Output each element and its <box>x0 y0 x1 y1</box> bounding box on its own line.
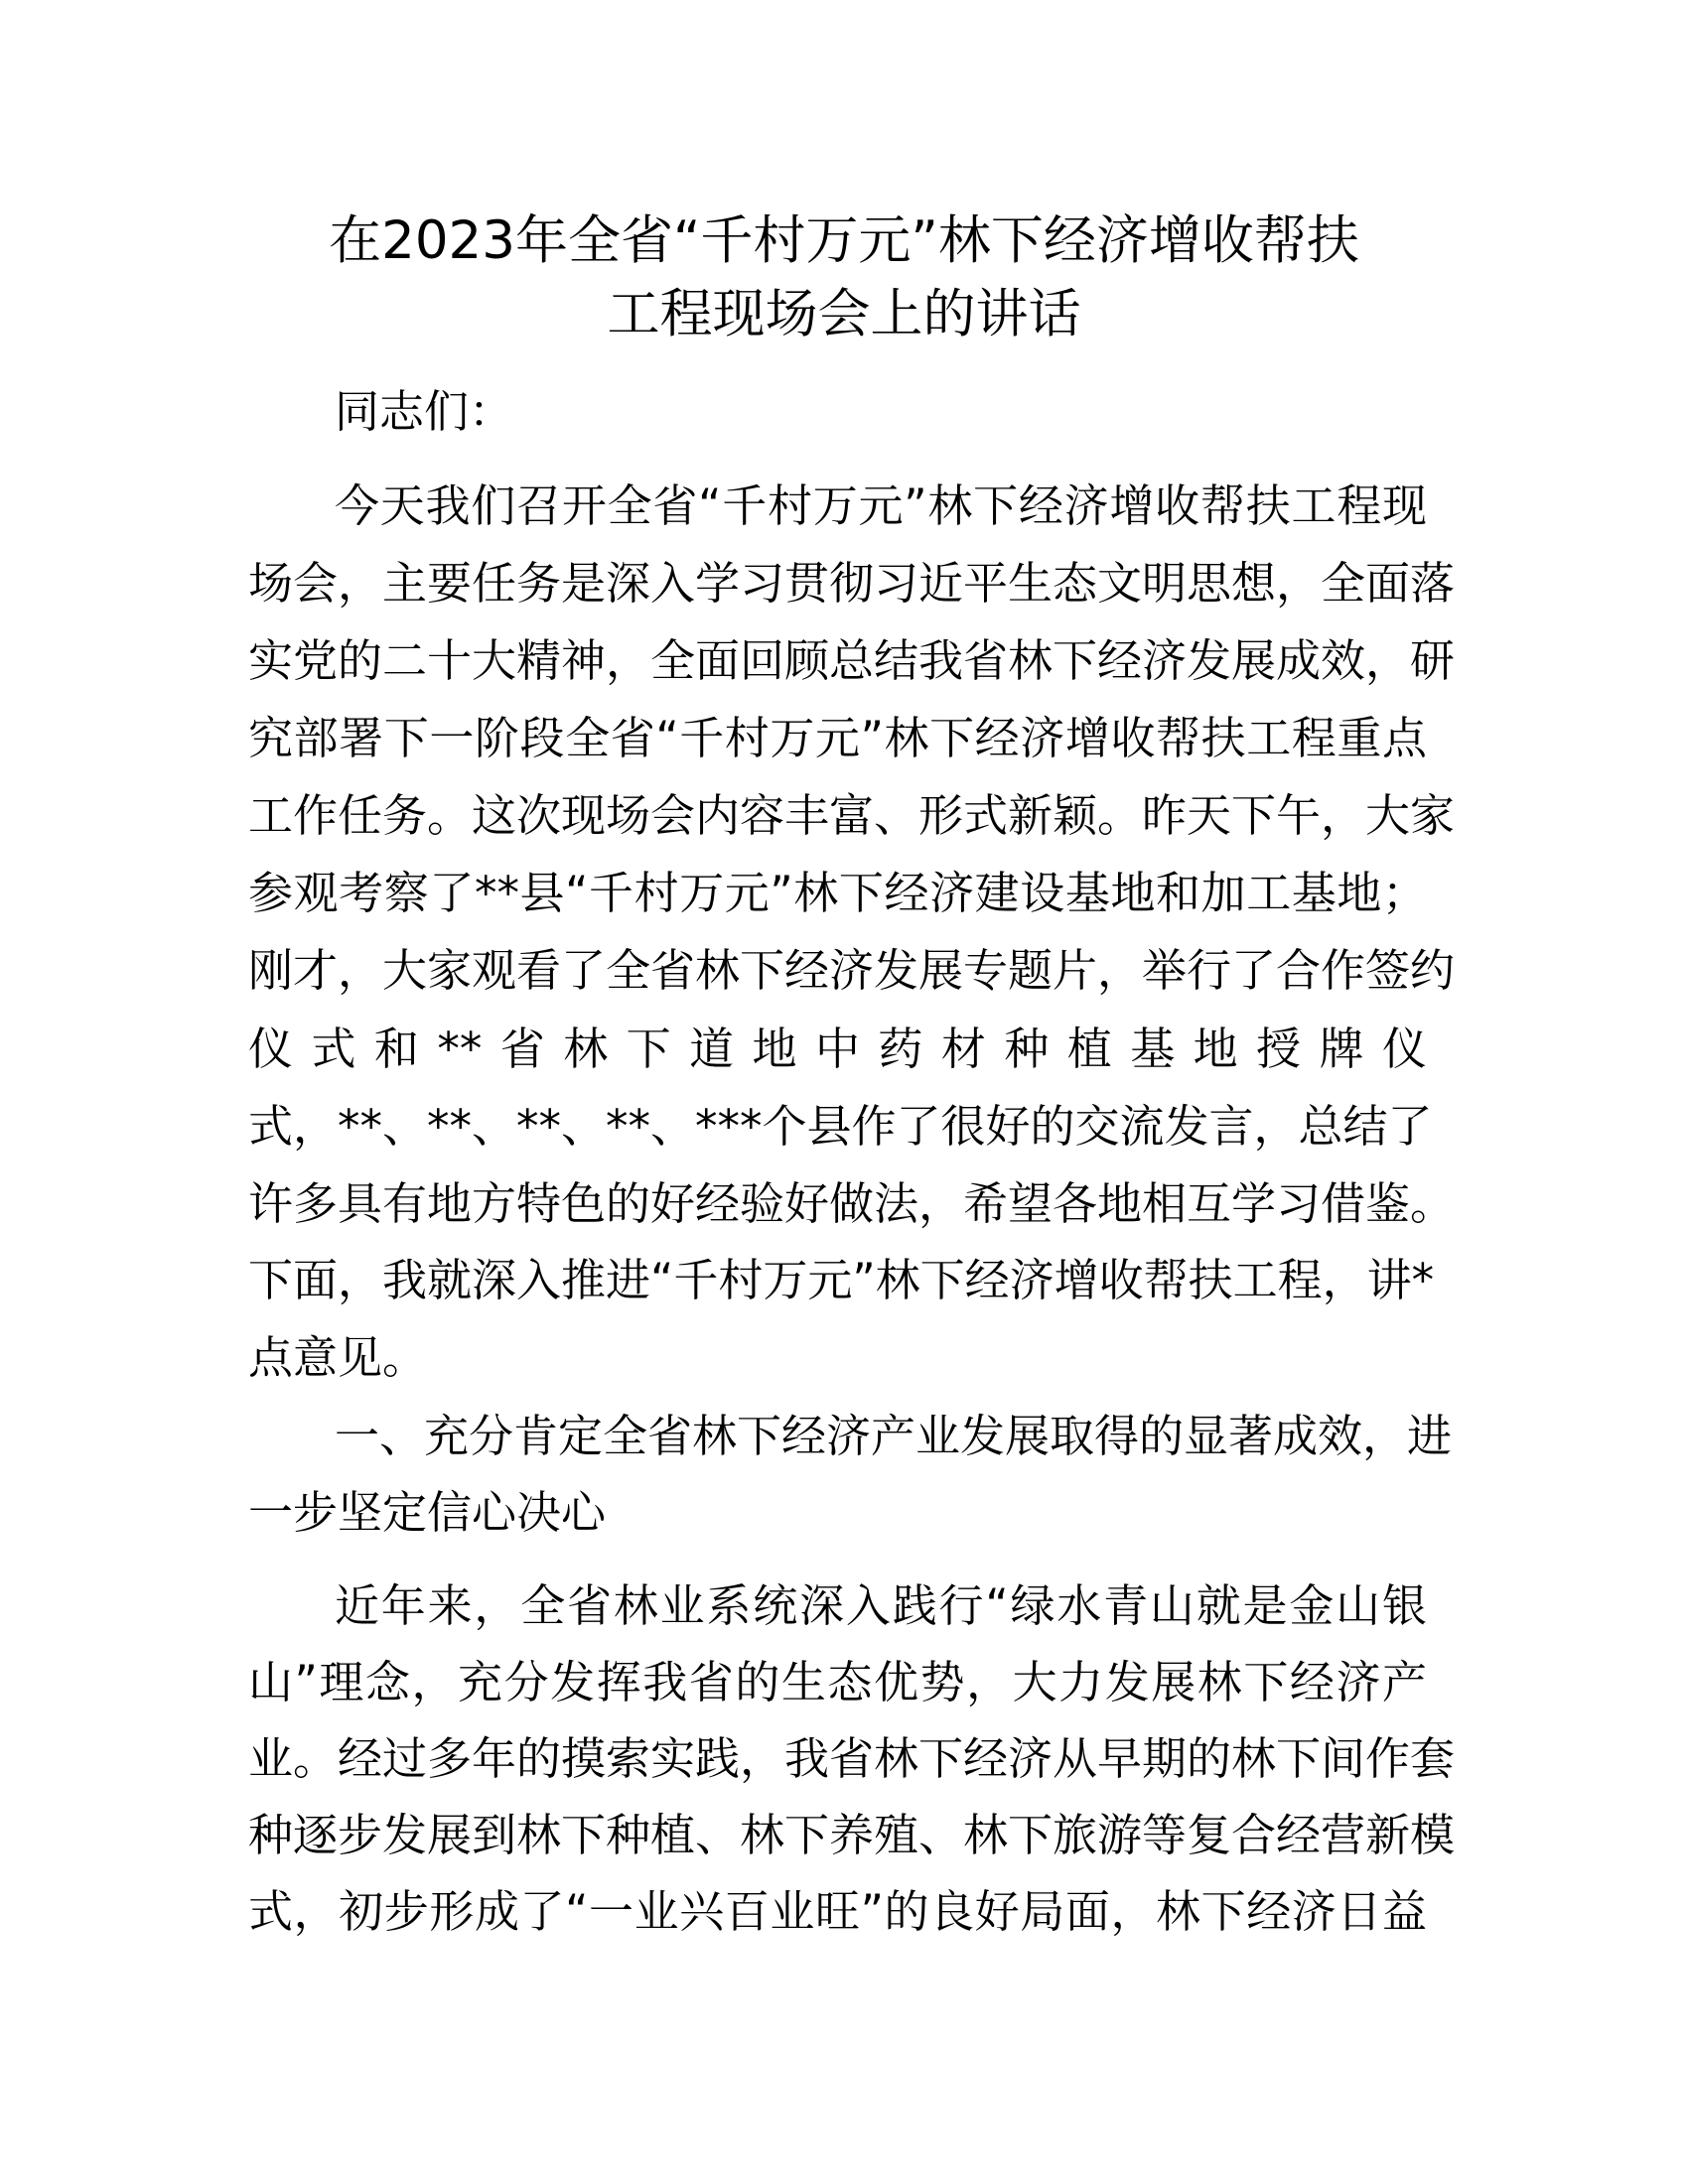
paragraph-line: 场会，主要任务是深入学习贯彻习近平生态文明思想，全面落 <box>248 557 1456 610</box>
paragraph-line: 种逐步发展到林下种植、林下养殖、林下旅游等复合经营新模 <box>248 1809 1456 1861</box>
paragraph-line: 工作任务。这次现场会内容丰富、形式新颖。昨天下午，大家 <box>248 789 1456 842</box>
paragraph-line: 许多具有地方特色的好经验好做法，希望各地相互学习借鉴。 <box>248 1177 1456 1230</box>
paragraph-line: 业。经过多年的摸索实践，我省林下经济从早期的林下间作套 <box>248 1732 1456 1785</box>
paragraph-line: 今天我们召开全省“千村万元”林下经济增收帮扶工程现 <box>335 479 1427 532</box>
paragraph-line: 参观考察了**县“千村万元”林下经济建设基地和加工基地； <box>248 867 1427 919</box>
document-title-line-2: 工程现场会上的讲话 <box>607 284 1081 344</box>
paragraph-line: 下面，我就深入推进“千村万元”林下经济增收帮扶工程，讲* <box>248 1254 1435 1306</box>
section-heading-line: 一、充分肯定全省林下经济产业发展取得的显著成效，进 <box>335 1410 1453 1462</box>
paragraph-line: 刚才，大家观看了全省林下经济发展专题片，举行了合作签约 <box>248 944 1456 997</box>
paragraph-line: 实党的二十大精神，全面回顾总结我省林下经济发展成效，研 <box>248 634 1456 687</box>
document-title-line-1: 在2023年全省“千村万元”林下经济增收帮扶 <box>329 210 1359 271</box>
paragraph-line: 式，**、**、**、**、***个县作了很好的交流发言，总结了 <box>248 1100 1433 1153</box>
section-heading-line: 一步坚定信心决心 <box>248 1486 607 1539</box>
paragraph-line: 近年来，全省林业系统深入践行“绿水青山就是金山银 <box>335 1579 1427 1632</box>
paragraph-line: 式，初步形成了“一业兴百业旺”的良好局面，林下经济日益 <box>248 1885 1427 1938</box>
paragraph-line: 点意见。 <box>248 1331 428 1384</box>
paragraph-line: 仪式和**省林下道地中药材种植基地授牌仪 <box>248 1023 1427 1075</box>
salutation: 同志们： <box>335 385 514 438</box>
paragraph-line: 山”理念，充分发挥我省的生态优势，大力发展林下经济产 <box>248 1656 1427 1708</box>
paragraph-line: 究部署下一阶段全省“千村万元”林下经济增收帮扶工程重点 <box>248 712 1427 764</box>
